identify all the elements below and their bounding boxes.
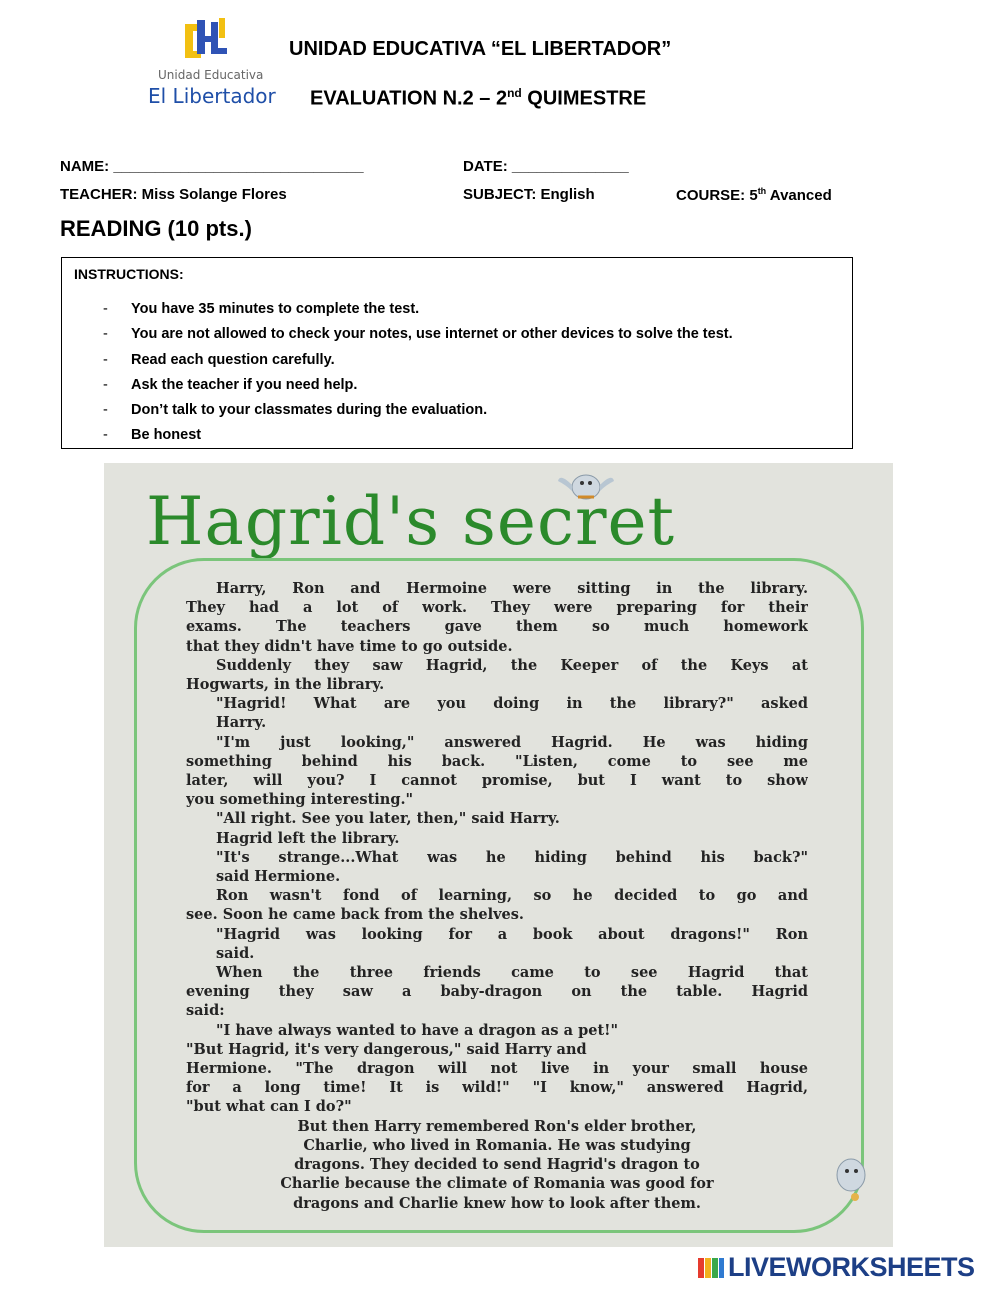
story-line: that they didn't have time to go outside. — [186, 637, 513, 655]
evaluation-sup: nd — [507, 86, 522, 100]
story-line: Charlie because the climate of Romania was good for — [280, 1175, 714, 1193]
story-line: Harry, Ron and Hermoine were sitting in the library. — [216, 580, 808, 597]
story-line: dragons and Charlie knew how to look after them. — [293, 1194, 701, 1212]
logo-text-small: Unidad Educativa — [158, 68, 264, 82]
course-sup: th — [757, 186, 767, 196]
teacher-label: TEACHER: Miss Solange Flores — [60, 186, 287, 203]
story-line: But then Harry remembered Ron's elder brother, — [297, 1117, 697, 1135]
story-line: Ron wasn't fond of learning, so he decided to go and — [216, 887, 808, 905]
story-line: evening they saw a baby-dragon on the table. Hagrid — [186, 983, 808, 1001]
story-text — [186, 579, 808, 1213]
story-line: They had a lot of work. They were preparing for their — [186, 599, 808, 617]
story-line: Suddenly they saw Hagrid, the Keeper of the Keys at — [216, 656, 808, 674]
story-line: Hermione. "The dragon will not live in your small house — [186, 1060, 808, 1078]
story-line: you something interesting." — [186, 791, 414, 809]
liveworksheets-brand: LIVEWORKSHEETS — [728, 1252, 975, 1282]
story-line: "Hagrid! What are you doing in the library?" asked — [216, 695, 808, 713]
logo-text-big: El Libertador — [148, 84, 276, 108]
story-image — [104, 463, 893, 1247]
story-line: When the three friends came to see Hagrid that — [216, 964, 808, 982]
story-line: "I'm just looking," answered Hagrid. He was hiding — [216, 733, 808, 751]
evaluation-pre: EVALUATION N.2 – 2 — [310, 87, 508, 110]
instruction-text: You are not allowed to check your notes, use internet or other devices to solve the test. — [131, 326, 733, 343]
story-line: exams. The teachers gave them so much homework — [186, 618, 808, 636]
course-label — [676, 186, 832, 204]
story-line: "but what can I do?" — [186, 1098, 352, 1116]
course-post: Avanced — [766, 187, 832, 204]
subject-label: SUBJECT: English — [463, 186, 595, 203]
school-name: UNIDAD EDUCATIVA “EL LIBERTADOR” — [289, 38, 672, 60]
instruction-text: Ask the teacher if you need help. — [131, 376, 358, 393]
story-line: see. Soon he came back from the shelves. — [186, 906, 524, 924]
instruction-text: Don’t talk to your classmates during the evaluation. — [131, 402, 488, 419]
instruction-text: Be honest — [131, 427, 202, 444]
evaluation-title — [310, 86, 646, 111]
owl-corner-icon — [829, 1153, 879, 1203]
story-line: Hogwarts, in the library. — [186, 676, 385, 694]
story-line: "I have always wanted to have a dragon as a pet!" — [216, 1021, 619, 1039]
section-title: READING (10 pts.) — [60, 216, 252, 241]
instruction-text: You have 35 minutes to complete the test. — [131, 301, 420, 317]
liveworksheets-blocks-icon — [698, 1258, 724, 1278]
story-title: Hagrid's secret — [146, 483, 676, 560]
date-field[interactable]: DATE: ______________ — [463, 158, 629, 175]
story-line: "Hagrid was looking for a book about dragons!" Ron — [216, 925, 808, 943]
story-line: "But Hagrid, it's very dangerous," said Harry and — [186, 1040, 587, 1058]
story-line: for a long time! It is wild!" "I know," answered Hagrid, — [186, 1079, 808, 1097]
instructions-box: INSTRUCTIONS: - You have 35 minutes to complete the test. - You are not allowed to check your notes, use internet or other devices to solve the test. - Read each question carefully. - Ask the teacher if you need help. - Don’t talk to your classmates during the evaluation. - Be honest — [61, 257, 853, 449]
story-line: said. — [216, 944, 255, 962]
logo-emblem-icon — [183, 18, 231, 62]
story-line: said: — [186, 1002, 225, 1020]
instructions-title: INSTRUCTIONS: — [74, 266, 184, 282]
story-line: Hagrid left the library. — [216, 829, 400, 847]
story-line: something behind his back. "Listen, come to see me — [186, 752, 808, 770]
story-line: "It's strange...What was he hiding behind his back?" — [216, 848, 808, 866]
instruction-text: Read each question carefully. — [131, 351, 335, 368]
story-line: Harry. — [216, 714, 267, 732]
school-logo — [140, 14, 280, 114]
story-line: Charlie, who lived in Romania. He was studying — [303, 1136, 691, 1154]
story-line: "All right. See you later, then," said Harry. — [216, 810, 560, 828]
course-pre: COURSE: 5 — [676, 187, 758, 204]
story-line: later, will you? I cannot promise, but I want to show — [186, 772, 808, 790]
name-field[interactable]: NAME: ______________________________ — [60, 158, 364, 175]
story-line: said Hermione. — [216, 868, 341, 886]
evaluation-post: QUIMESTRE — [521, 87, 647, 110]
story-line: dragons. They decided to send Hagrid's dragon to — [294, 1156, 700, 1174]
